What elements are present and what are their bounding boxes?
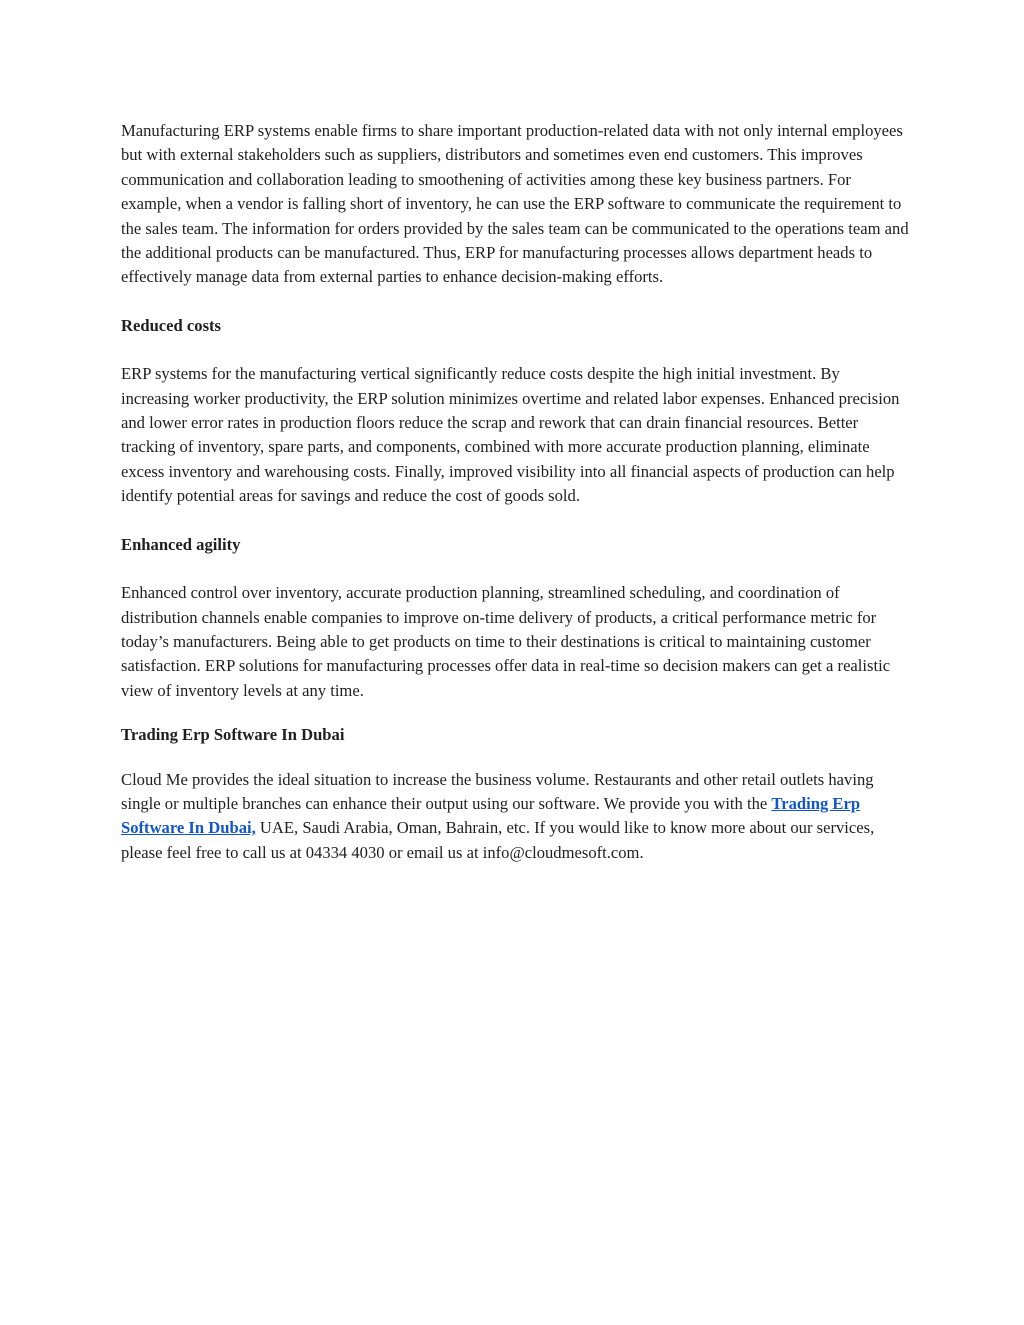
paragraph-trading-erp [121, 768, 911, 866]
paragraph-reduced-costs: ERP systems for the manufacturing vertical significantly reduce costs despite the high initial investment. By increasing worker productivity, the ERP solution minimizes overtime and related labor expenses. Enhanced precision and lower error rates in production floors reduce the scrap and rework that can drain financial resources. Better tracking of inventory, spare parts, and components, combined with more accurate production planning, eliminate excess inventory and warehousing costs. Finally, improved visibility into all financial aspects of production can help identify potential areas for savings and reduce the cost of goods sold. [121, 364, 900, 506]
heading-enhanced-agility: Enhanced agility [121, 534, 241, 554]
document-page [121, 119, 911, 865]
heading-reduced-costs: Reduced costs [121, 315, 222, 335]
trading-text-before-link: Cloud Me provides the ideal situation to increase the business volume. Restaurants and other retail outlets having single or multiple branches can enhance their output using our software. We provide you with the [121, 769, 874, 813]
heading-trading-erp: Trading Erp Software In Dubai [121, 725, 345, 745]
paragraph-enhanced-agility: Enhanced control over inventory, accurate production planning, streamlined scheduling, and coordination of distribution channels enable companies to improve on-time delivery of products, a critical performance metric for today’s manufacturers. Being able to get products on time to their destinations is critical to maintaining customer satisfaction. ERP solutions for manufacturing processes offer data in real-time so decision makers can get a realistic view of inventory levels at any time. [121, 583, 891, 700]
intro-paragraph: Manufacturing ERP systems enable firms to share important production-related data with not only internal employees but with external stakeholders such as suppliers, distributors and sometimes even end customers. This improves communication and collaboration leading to smoothening of activities among these key business partners. For example, when a vendor is falling short of inventory, he can use the ERP software to communicate the requirement to the sales team. The information for orders provided by the sales team can be communicated to the operations team and the additional products can be manufactured. Thus, ERP for manufacturing processes allows department heads to effectively manage data from external parties to enhance decision-making efforts. [121, 121, 909, 287]
trading-text-after-link: UAE, Saudi Arabia, Oman, Bahrain, etc. If you would like to know more about our services, please feel free to call us at 04334 4030 or email us at info@cloudmesoft.com. [121, 818, 875, 862]
trading-erp-link[interactable]: Trading Erp Software In Dubai, [121, 793, 861, 838]
